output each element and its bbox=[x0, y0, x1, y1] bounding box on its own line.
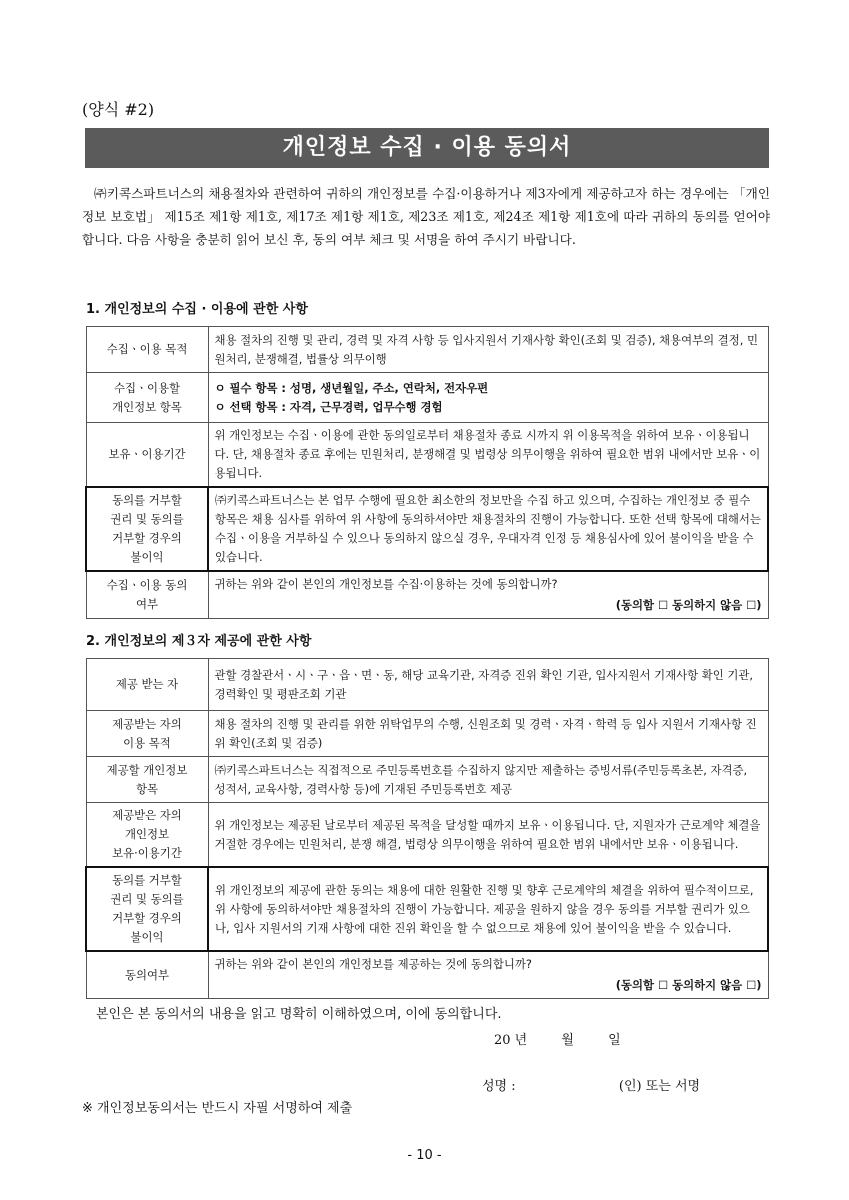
table-row bbox=[86, 803, 768, 868]
agreement-statement: 본인은 본 동의서의 내용을 읽고 명확히 이해하였으며, 이에 동의합니다. bbox=[96, 1007, 502, 1022]
form-number: (양식 #2) bbox=[82, 100, 155, 119]
label-line: 거부할 경우의 bbox=[112, 911, 182, 925]
label-line: 동의를 거부할 bbox=[112, 873, 182, 887]
label-line: 수집ㆍ이용 동의 bbox=[106, 578, 188, 592]
section2-heading: 2. 개인정보의 제３자 제공에 관한 사항 bbox=[86, 634, 312, 649]
table-row bbox=[86, 327, 768, 373]
section1-table bbox=[85, 326, 769, 619]
label-line: 권리 및 동의를 bbox=[110, 512, 184, 526]
row-content: 위 개인정보는 수집ㆍ이용에 관한 동의일로부터 채용절차 종료 시까지 위 이용목적을 위하여 보유ㆍ이용됩니다. 단, 채용절차 종료 후에는 민원처리, 분쟁해결 및 법령상 의무이행을 위하여 필요한 범위 내에서만 보유ㆍ이용됩니다. bbox=[208, 423, 768, 488]
date-month[interactable]: 월 bbox=[561, 1033, 574, 1048]
row-label: 수집ㆍ이용 목적 bbox=[86, 327, 208, 373]
table-row bbox=[86, 659, 768, 711]
row-content bbox=[208, 571, 768, 619]
row-label: 동의여부 bbox=[86, 951, 208, 999]
row-content bbox=[208, 951, 768, 999]
page-number: - 10 - bbox=[407, 1148, 442, 1163]
section2-table bbox=[85, 658, 769, 999]
table-row bbox=[86, 373, 768, 423]
row-label bbox=[86, 867, 208, 951]
label-line: 여부 bbox=[135, 597, 158, 611]
document-title: 개인정보 수집 · 이용 동의서 bbox=[85, 128, 769, 168]
label-line: 권리 및 동의를 bbox=[110, 892, 184, 906]
label-line: 보유·이용기간 bbox=[112, 846, 182, 860]
label-line: 거부할 경우의 bbox=[112, 531, 182, 545]
row-label: 보유ㆍ이용기간 bbox=[86, 423, 208, 488]
label-line: 개인정보 항목 bbox=[112, 399, 182, 414]
row-content: ㈜키콕스파트너스는 본 업무 수행에 필요한 최소한의 정보만을 수집 하고 있으며, 수집하는 개인정보 중 필수 항목은 채용 심사를 위하여 위 사항에 동의하셔야만 채용절차의 진행이 가능합니다. 또한 선택 항목에 대해서는 수집ㆍ이용을 거부하실 수 있으나 동의하지 않으실 경우, 우대자격 인정 등 채용심사에 있어 불이익을 받을 수 있습니다. bbox=[208, 487, 768, 571]
row-label bbox=[86, 711, 208, 757]
label-line: 항목 bbox=[135, 781, 158, 796]
date-year[interactable]: 20 년 bbox=[494, 1033, 528, 1048]
label-line: 불이익 bbox=[130, 550, 164, 564]
date-day[interactable]: 일 bbox=[608, 1033, 621, 1048]
row-content: 관할 경찰관서ㆍ시ㆍ구ㆍ읍ㆍ면ㆍ동, 해당 교육기관, 자격증 진위 확인 기관, 입사지원서 기재사항 확인 기관, 경력확인 및 평판조회 기관 bbox=[208, 659, 768, 711]
row-label: 제공 받는 자 bbox=[86, 659, 208, 711]
label-line: 제공받는 자의 bbox=[112, 716, 182, 731]
row-content: 채용 절차의 진행 및 관리를 위한 위탁업무의 수행, 신원조회 및 경력ㆍ자격ㆍ학력 등 입사 지원서 기재사항 진위 확인(조회 및 검증) bbox=[208, 711, 768, 757]
table-row bbox=[86, 423, 768, 488]
table-row bbox=[86, 951, 768, 999]
row-label bbox=[86, 803, 208, 868]
row-content: 위 개인정보는 제공된 날로부터 제공된 목적을 달성할 때까지 보유ㆍ이용됩니다. 단, 지원자가 근로계약 체결을 거절한 경우에는 민원처리, 분쟁 해결, 법령상 의무이행을 위하여 필요한 범위 내에서만 보유ㆍ이용됩니다. bbox=[208, 803, 768, 868]
table-row bbox=[86, 867, 768, 951]
optional-items: ㅇ 선택 항목 : 자격, 근무경력, 업무수행 경험 bbox=[214, 399, 443, 414]
consent-question: 귀하는 위와 같이 본인의 개인정보를 수집·이용하는 것에 동의합니까? bbox=[214, 577, 558, 591]
seal-label: (인) 또는 서명 bbox=[618, 1079, 701, 1094]
label-line: 불이익 bbox=[130, 930, 164, 944]
row-content: 위 개인정보의 제공에 관한 동의는 채용에 대한 원활한 진행 및 향후 근로계약의 체결을 위하여 필수적이므로, 위 사항에 동의하셔야만 채용절차의 진행이 가능합니다. 제공을 원하지 않을 경우 동의를 거부할 권리가 있으나, 입사 지원서의 기재 사항에 대한 진위 확인을 할 수 없으므로 채용에 있어 불이익을 받을 수 있습니다. bbox=[208, 867, 768, 951]
name-label: 성명 : bbox=[482, 1079, 516, 1094]
label-line: 이용 목적 bbox=[123, 735, 171, 750]
table-row bbox=[86, 487, 768, 571]
row-content bbox=[208, 373, 768, 423]
table-row bbox=[86, 571, 768, 619]
row-content: ㈜키콕스파트너스는 직접적으로 주민등록번호를 수집하지 않지만 제출하는 증빙서류(주민등록초본, 자격증, 성적서, 교육사항, 경력사항 등)에 기재된 주민등록번호 제공 bbox=[208, 757, 768, 803]
consent-checkboxes[interactable]: (동의함 ☐ 동의하지 않음 ☐) bbox=[615, 598, 762, 612]
table-row bbox=[86, 711, 768, 757]
intro-text: ㈜키콕스파트너스의 채용절차와 관련하여 귀하의 개인정보를 수집·이용하거나 제3자에게 제공하고자 하는 경우에는 「개인정보 보호법」 제15조 제1항 제1호, 제17조 제1항 제1호, 제23조 제1호, 제24조 제1항 제1호에 따라 귀하의 동의를 얻어야 합니다. 다음 사항을 충분히 읽어 보신 후, 동의 여부 체크 및 서명을 하여 주시기 바랍니다. bbox=[82, 186, 770, 247]
label-line: 개인정보 bbox=[124, 827, 169, 841]
section1-heading: 1. 개인정보의 수집 · 이용에 관한 사항 bbox=[86, 302, 308, 317]
table-row bbox=[86, 757, 768, 803]
consent-question: 귀하는 위와 같이 본인의 개인정보를 제공하는 것에 동의합니까? bbox=[214, 957, 532, 971]
row-label bbox=[86, 757, 208, 803]
row-label bbox=[86, 571, 208, 619]
label-line: 제공할 개인정보 bbox=[106, 762, 188, 777]
consent-checkboxes[interactable]: (동의함 ☐ 동의하지 않음 ☐) bbox=[615, 978, 762, 992]
label-line: 동의를 거부할 bbox=[112, 493, 182, 507]
required-items: ㅇ 필수 항목 : 성명, 생년월일, 주소, 연락처, 전자우편 bbox=[214, 380, 489, 395]
signature-line bbox=[482, 1075, 700, 1094]
label-line: 제공받은 자의 bbox=[112, 808, 182, 822]
row-content: 채용 절차의 진행 및 관리, 경력 및 자격 사항 등 입사지원서 기재사항 확인(조회 및 검증), 채용여부의 결정, 민원처리, 분쟁해결, 법률상 의무이행 bbox=[208, 327, 768, 373]
intro-paragraph bbox=[82, 182, 770, 251]
date-line bbox=[494, 1029, 651, 1048]
label-line: 수집ㆍ이용할 bbox=[113, 380, 181, 395]
footnote: ※ 개인정보동의서는 반드시 자필 서명하여 제출 bbox=[82, 1101, 353, 1116]
row-label bbox=[86, 373, 208, 423]
row-label bbox=[86, 487, 208, 571]
